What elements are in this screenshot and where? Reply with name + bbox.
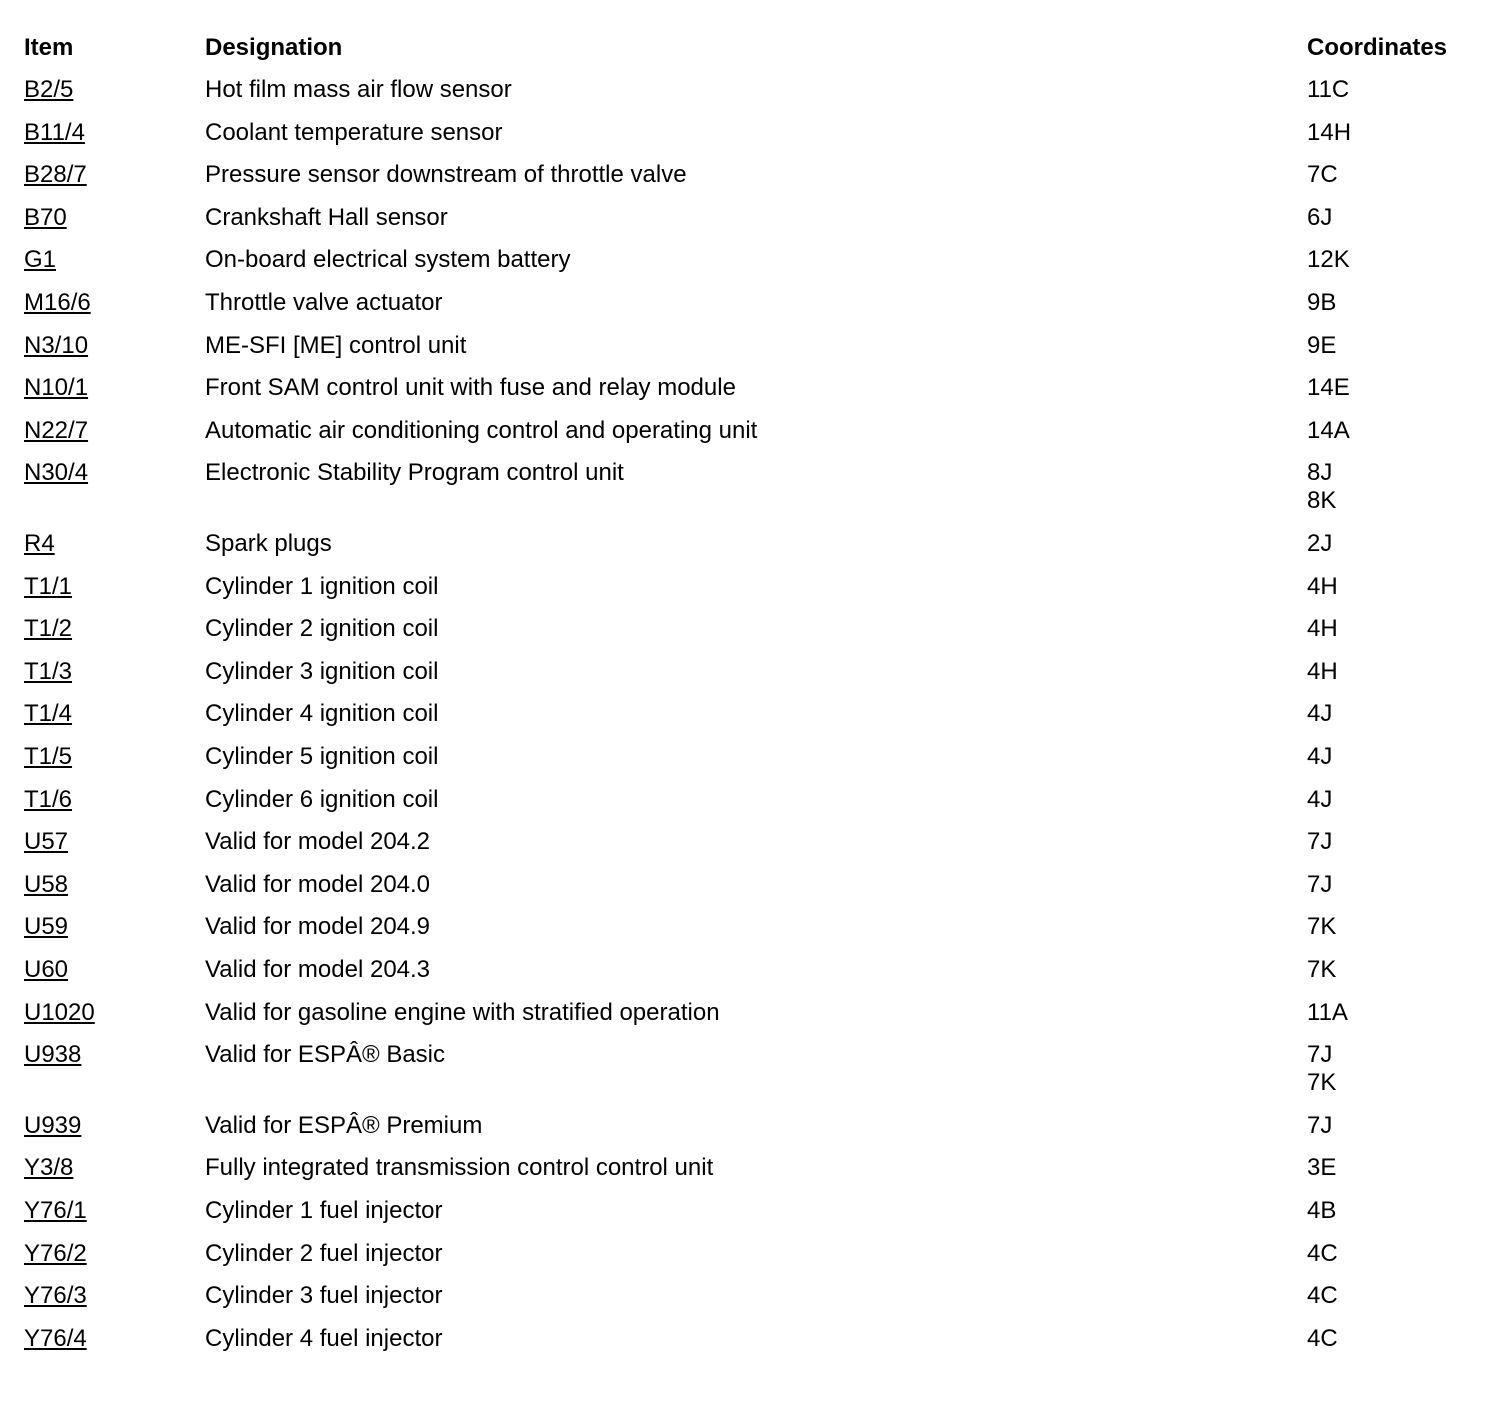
coordinate-value: 8J [1307,459,1333,486]
coordinate-value: 14H [1307,119,1352,146]
item-link[interactable]: Y76/4 [24,1325,87,1352]
designation-text: On-board electrical system battery [205,246,571,273]
designation-text: Cylinder 3 ignition coil [205,658,439,685]
coordinates-cell [1307,204,1332,232]
item-link[interactable]: B28/7 [24,161,87,188]
designation-text: Valid for ESPÂ® Basic [205,1041,445,1068]
item-link[interactable]: Y76/1 [24,1197,87,1224]
coordinates-cell [1307,1240,1338,1268]
coordinate-value: 4H [1307,658,1338,685]
coordinate-value: 7K [1307,956,1337,983]
item-link[interactable]: T1/2 [24,615,73,642]
designation-text: Cylinder 4 fuel injector [205,1325,443,1352]
coordinates-cell [1307,615,1338,643]
coordinate-value: 4J [1307,786,1333,813]
coordinates-cell [1307,871,1332,899]
coordinates-cell [1307,1197,1336,1225]
designation-text: Cylinder 6 ignition coil [205,786,439,813]
item-link[interactable]: B11/4 [24,119,85,146]
designation-text: Cylinder 4 ignition coil [205,700,439,727]
coordinate-value: 9B [1307,289,1337,316]
item-link[interactable]: N10/1 [24,374,89,401]
designation-text: Cylinder 2 fuel injector [205,1240,443,1267]
coordinates-cell [1307,828,1332,856]
item-link[interactable]: N30/4 [24,459,89,486]
coordinates-cell [1307,76,1349,104]
coordinates-cell [1307,530,1332,558]
coordinates-cell [1307,956,1336,984]
designation-text: Valid for model 204.0 [205,871,431,898]
header-designation: Designation [205,34,343,61]
coordinate-value: 7J [1307,1112,1333,1139]
item-link[interactable]: U58 [24,871,69,898]
designation-text: Cylinder 2 ignition coil [205,615,439,642]
header-item: Item [24,34,74,61]
designation-text: Cylinder 5 ignition coil [205,743,439,770]
designation-text: Cylinder 1 fuel injector [205,1197,443,1224]
coordinates-cell [1307,1282,1338,1310]
item-link[interactable]: U939 [24,1112,82,1139]
coordinate-value: 14A [1307,417,1350,444]
designation-text: ME-SFI [ME] control unit [205,332,467,359]
coordinate-value: 9E [1307,332,1337,359]
item-link[interactable]: U1020 [24,999,95,1026]
item-link[interactable]: Y76/3 [24,1282,87,1309]
designation-text: Crankshaft Hall sensor [205,204,448,231]
coordinates-cell [1307,743,1332,771]
coordinate-value: 4C [1307,1282,1338,1309]
coordinates-cell [1307,1041,1336,1097]
coordinates-cell [1307,374,1350,402]
coordinate-value: 11C [1307,76,1350,103]
designation-text: Throttle valve actuator [205,289,443,316]
item-link[interactable]: U938 [24,1041,82,1068]
coordinate-value: 7K [1307,1069,1337,1096]
coordinates-cell [1307,459,1336,515]
coordinate-value: 8K [1307,487,1337,514]
coordinates-cell [1307,332,1336,360]
item-link[interactable]: R4 [24,530,55,557]
designation-text: Valid for gasoline engine with stratified operation [205,999,720,1026]
coordinates-cell [1307,119,1351,147]
designation-text: Spark plugs [205,530,332,557]
coordinates-cell [1307,573,1338,601]
designation-text: Electronic Stability Program control unit [205,459,624,486]
coordinate-value: 7J [1307,871,1333,898]
coordinate-value: 2J [1307,530,1333,557]
header-coordinates: Coordinates [1307,34,1448,61]
coordinate-value: 4J [1307,743,1333,770]
designation-text: Pressure sensor downstream of throttle valve [205,161,687,188]
designation-text: Hot film mass air flow sensor [205,76,512,103]
coordinate-value: 4C [1307,1325,1338,1352]
coordinate-value: 4J [1307,700,1333,727]
coordinates-cell [1307,1112,1332,1140]
coordinate-value: 4H [1307,573,1338,600]
item-link[interactable]: T1/3 [24,658,73,685]
coordinate-value: 7J [1307,1041,1333,1068]
coordinate-value: 7J [1307,828,1333,855]
item-link[interactable]: G1 [24,246,57,273]
item-link[interactable]: T1/4 [24,700,73,727]
coordinates-cell [1307,161,1338,189]
coordinate-value: 12K [1307,246,1350,273]
coordinate-value: 7K [1307,913,1337,940]
coordinates-cell [1307,786,1332,814]
coordinate-value: 6J [1307,204,1333,231]
item-link[interactable]: U57 [24,828,69,855]
coordinates-cell [1307,913,1336,941]
designation-text: Front SAM control unit with fuse and relay module [205,374,736,401]
designation-text: Automatic air conditioning control and operating unit [205,417,758,444]
coordinate-value: 4B [1307,1197,1337,1224]
item-link[interactable]: T1/5 [24,743,73,770]
coordinates-cell [1307,700,1332,728]
coordinates-cell [1307,1325,1338,1353]
designation-text: Fully integrated transmission control control unit [205,1154,714,1181]
coordinate-value: 3E [1307,1154,1337,1181]
coordinates-cell [1307,658,1338,686]
designation-text: Coolant temperature sensor [205,119,503,146]
coordinates-cell [1307,417,1350,445]
designation-text: Valid for model 204.9 [205,913,431,940]
coordinate-value: 11A [1307,999,1348,1026]
item-link[interactable]: U59 [24,913,69,940]
item-link[interactable]: N22/7 [24,417,89,444]
designation-text: Cylinder 3 fuel injector [205,1282,443,1309]
coordinates-cell [1307,246,1350,274]
designation-text: Valid for model 204.3 [205,956,431,983]
item-link[interactable]: U60 [24,956,69,983]
item-link[interactable]: B70 [24,204,67,231]
item-link[interactable]: Y3/8 [24,1154,74,1181]
coordinates-cell [1307,999,1348,1027]
coordinate-value: 4H [1307,615,1338,642]
designation-text: Valid for model 204.2 [205,828,431,855]
item-link[interactable]: T1/6 [24,786,73,813]
coordinate-value: 4C [1307,1240,1338,1267]
coordinates-cell [1307,289,1336,317]
coordinate-value: 7C [1307,161,1338,188]
item-link[interactable]: B2/5 [24,76,74,103]
coordinates-cell [1307,1154,1336,1182]
item-link[interactable]: N3/10 [24,332,89,359]
item-link[interactable]: Y76/2 [24,1240,87,1267]
designation-text: Valid for ESPÂ® Premium [205,1112,483,1139]
designation-text: Cylinder 1 ignition coil [205,573,439,600]
item-link[interactable]: T1/1 [24,573,73,600]
item-link[interactable]: M16/6 [24,289,91,316]
coordinate-value: 14E [1307,374,1350,401]
